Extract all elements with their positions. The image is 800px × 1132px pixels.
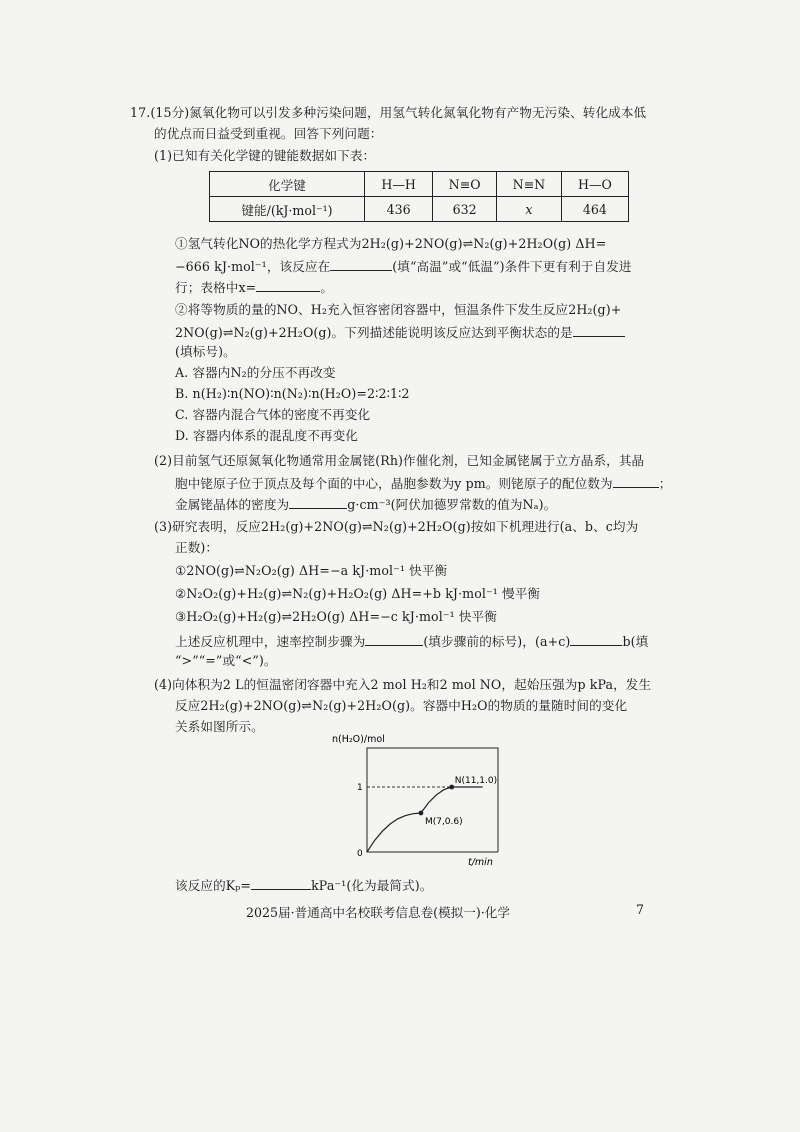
bond-energy-table [209, 171, 629, 222]
text: 行；表格中x= [175, 280, 257, 295]
text: kPa⁻¹(化为最简式)。 [311, 878, 433, 893]
text: 。 [320, 280, 334, 295]
mechanism-step-1: ①2NO(g)⇌N₂O₂(g) ΔH=−a kJ·mol⁻¹ 快平衡 [175, 563, 448, 578]
question-intro-line-1: 17.(15分)氮氧化物可以引发多种污染问题，用氢气转化氮氧化物有产物无污染、转化成本低 [130, 105, 647, 120]
table-cell: 464 [561, 197, 628, 222]
answer-blank[interactable] [289, 494, 347, 509]
text: 胞中铑原子位于顶点及每个面的中心，晶胞参数为y pm。则铑原子的配位数为 [175, 476, 613, 491]
part2-line-2 [175, 473, 671, 493]
point-m [419, 811, 424, 816]
part1-q2-line-a: ②将等物质的量的NO、H₂充入恒容密闭容器中，恒温条件下发生反应2H₂(g)+ [175, 302, 622, 317]
x-axis-label: t/min [468, 857, 493, 868]
answer-blank[interactable] [570, 631, 622, 646]
answer-blank[interactable] [256, 277, 320, 292]
table-header-cell: H—H [365, 172, 433, 197]
table-cell: 436 [365, 197, 433, 222]
part1-q1-line-a: ①氢气转化NO的热化学方程式为2H₂(g)+2NO(g)⇌N₂(g)+2H₂O(g) ΔH= [175, 236, 607, 251]
h2o-time-graph [320, 728, 510, 868]
text: −666 kJ·mol⁻¹，该反应在 [175, 259, 331, 274]
point-n-label: N(11,1.0) [454, 776, 498, 786]
part3-line-6 [175, 631, 648, 651]
table-row-label: 键能/(kJ·mol⁻¹) [210, 197, 365, 222]
part4-final-line [175, 875, 433, 895]
text: g·cm⁻³(阿伏加德罗常数的值为Nₐ)。 [347, 497, 557, 512]
part1-intro: (1)已知有关化学键的键能数据如下表： [154, 148, 376, 163]
part1-q2-line-c: (填标号)。 [175, 344, 236, 359]
part1-q1-line-c [175, 277, 333, 297]
mechanism-step-2: ②N₂O₂(g)+H₂(g)⇌N₂(g)+H₂O₂(g) ΔH=+b kJ·mol⁻¹ 慢平衡 [175, 586, 541, 601]
part3-line-7: “>”“=”或“<”)。 [175, 653, 277, 668]
page-number: 7 [636, 902, 645, 917]
option-c: C. 容器内混合气体的密度不再变化 [175, 407, 371, 422]
mechanism-step-3: ③H₂O₂(g)+H₂(g)⇌2H₂O(g) ΔH=−c kJ·mol⁻¹ 快平衡 [175, 609, 497, 624]
answer-blank[interactable] [613, 473, 659, 488]
answer-blank[interactable] [365, 631, 423, 646]
text: (填步骤前的标号)，(a+c) [423, 634, 571, 649]
part3-line-2: 正数)： [175, 540, 219, 555]
footer-title: 2025届·普通高中名校联考信息卷(模拟一)·化学 [246, 905, 510, 920]
text: (填“高温”或“低温”)条件下更有利于自发进 [392, 259, 632, 274]
table-row [210, 197, 629, 222]
part4-line-2: 反应2H₂(g)+2NO(g)⇌N₂(g)+2H₂O(g)。容器中H₂O的物质的量随时间的变化 [175, 698, 628, 713]
point-n [449, 785, 454, 790]
point-m-label: M(7,0.6) [424, 817, 463, 827]
text: 上述反应机理中，速率控制步骤为 [175, 634, 366, 649]
text: 该反应的Kₚ= [175, 878, 252, 893]
plot-frame [367, 748, 498, 852]
table-header-cell: N≡O [433, 172, 497, 197]
y-tick-label: 1 [357, 783, 363, 793]
part4-line-3: 关系如图所示。 [175, 719, 264, 734]
table-cell: x [496, 197, 561, 222]
option-d: D. 容器内体系的混乱度不再变化 [175, 428, 358, 443]
text: b(填 [622, 634, 649, 649]
part4-line-1: (4)向体积为2 L的恒温密闭容器中充入2 mol H₂和2 mol NO，起始压强为p kPa，发生 [154, 677, 652, 692]
text: 金属铑晶体的密度为 [175, 497, 290, 512]
table-header-cell: H—O [561, 172, 628, 197]
answer-blank[interactable] [251, 875, 311, 890]
y-axis-label: n(H₂O)/mol [332, 734, 385, 745]
table-header-cell: N≡N [496, 172, 561, 197]
answer-blank[interactable] [330, 256, 392, 271]
table-cell: 632 [433, 197, 497, 222]
text: ； [658, 476, 672, 491]
table-header-row [210, 172, 629, 197]
part1-q2-line-b [175, 322, 625, 342]
origin-label: 0 [357, 849, 363, 859]
answer-blank[interactable] [573, 322, 625, 337]
question-intro-line-2: 的优点而日益受到重视。回答下列问题： [154, 126, 383, 141]
option-a: A. 容器内N₂的分压不再改变 [175, 365, 336, 380]
part2-line-1: (2)目前氢气还原氮氧化物通常用金属铑(Rh)作催化剂，已知金属铑属于立方晶系，其晶 [154, 453, 645, 468]
part2-line-3 [175, 494, 556, 514]
part3-line-1: (3)研究表明，反应2H₂(g)+2NO(g)⇌N₂(g)+2H₂O(g)按如下机理进行(a、b、c均为 [154, 519, 639, 534]
text: 2NO(g)⇌N₂(g)+2H₂O(g)。下列描述能说明该反应达到平衡状态的是 [175, 325, 573, 340]
part1-q1-line-b [175, 256, 632, 276]
table-header-cell: 化学键 [210, 172, 365, 197]
option-b: B. n(H₂)∶n(NO)∶n(N₂)∶n(H₂O)=2∶2∶1∶2 [175, 386, 410, 401]
